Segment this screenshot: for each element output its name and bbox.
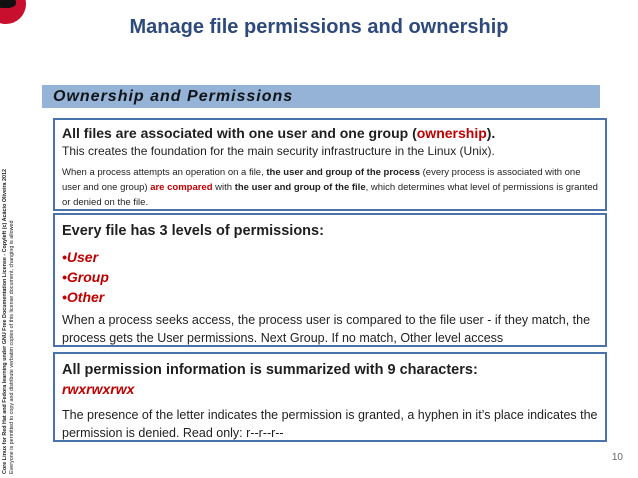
- levels-text: When a process seeks access, the process user is compared to the file user - if they match, the process gets the User permissions. Next Group. If no match, Other level access: [62, 313, 591, 345]
- level-user: •User: [62, 249, 99, 265]
- permission-code: rwxrwxrwx: [62, 381, 135, 397]
- page-title: Manage file permissions and ownership: [129, 16, 509, 38]
- levels-box: [53, 213, 607, 347]
- summary-text: The presence of the letter indicates the permission is granted, a hyphen in it’s place indicates the permission is denied. Read only: r--r--r--: [62, 408, 598, 440]
- summary-heading: All permission information is summarized with 9 characters:: [62, 362, 478, 378]
- ownership-heading: All files are associated with one user and one group (ownership).: [62, 125, 496, 141]
- ownership-box: [53, 118, 607, 211]
- copyright-notice: [2, 144, 16, 474]
- page-number: 10: [611, 452, 623, 463]
- level-other: •Other: [62, 289, 105, 305]
- section-banner: Ownership and Permissions: [42, 85, 600, 108]
- ownership-detail: When a process attempts an operation on a file, the user and group of the process (every process is associated with one user and one group) are compared with the user and group of the file, which determines what level of permissions is granted or denied on the file.: [62, 167, 598, 208]
- levels-heading: Every file has 3 levels of permissions:: [62, 223, 324, 239]
- ownership-line: This creates the foundation for the main security infrastructure in the Linux (Unix).: [62, 144, 495, 158]
- summary-box: [53, 352, 607, 442]
- copyright-line-2: Everyone is permitted to copy and distribute verbatim copies of this license document, changing is allowed: [9, 220, 15, 474]
- level-group: •Group: [62, 269, 109, 285]
- copyright-line-1: Core Linux for Red Hat and Fedora learning under GNU Free Documentation License - Copyleft (c) Acácio Oliveira 2012: [2, 168, 8, 474]
